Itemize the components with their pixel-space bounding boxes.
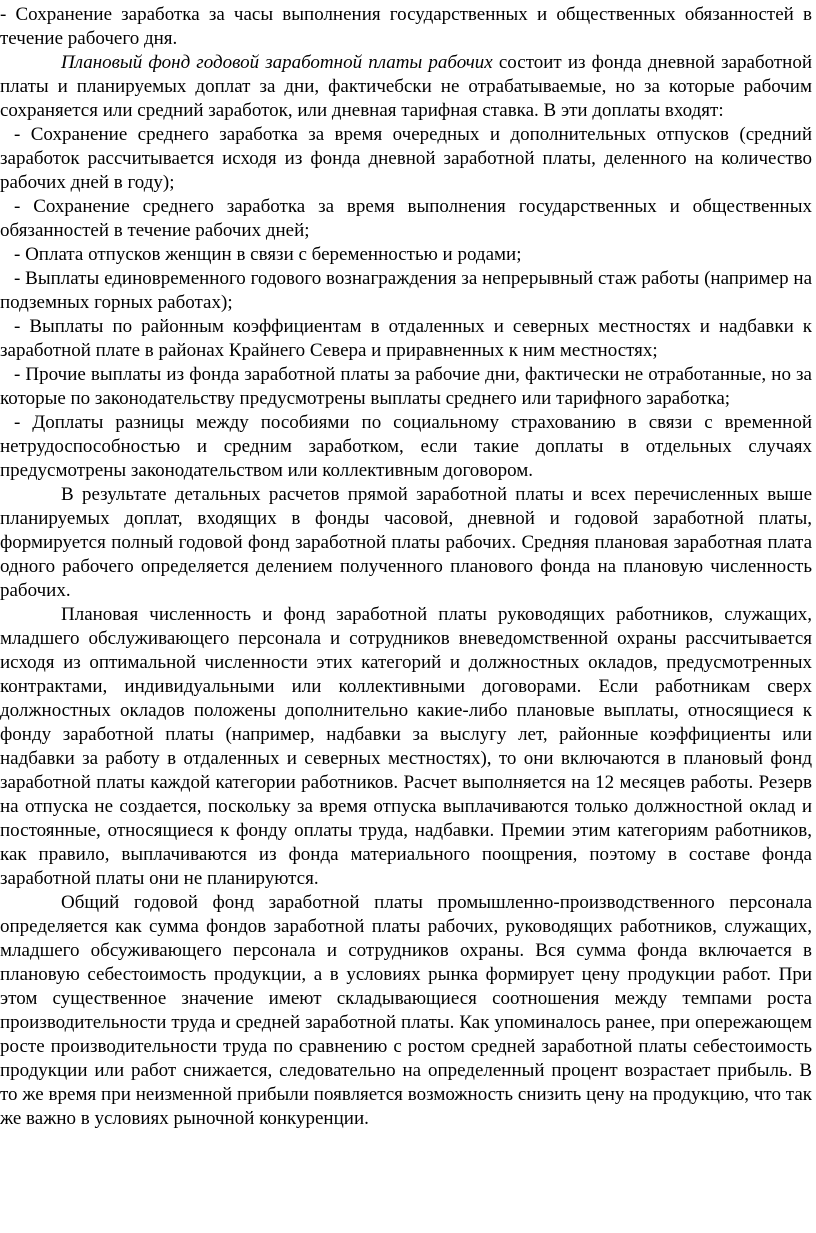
paragraph-dash-item bbox=[0, 123, 812, 195]
paragraph-dash-item bbox=[0, 363, 812, 411]
paragraph-body bbox=[0, 483, 812, 603]
paragraph-body bbox=[0, 51, 812, 123]
paragraph-text: - Выплаты по районным коэффициентам в отдаленных и северных местностях и надбавки к заработной плате в районах Крайнего Севера и приравненных к ним местностях; bbox=[0, 316, 812, 361]
paragraph-dash-item bbox=[0, 195, 812, 243]
paragraph-dash-item bbox=[0, 243, 812, 267]
paragraph-text: - Сохранение заработка за часы выполнения государственных и общественных обязанностей в течение рабочего дня. bbox=[0, 4, 812, 49]
paragraph-text: Общий годовой фонд заработной платы промышленно-производственного персонала определяется как сумма фондов заработной платы рабочих, руководящих работников, служащих, младшего обсуживающего персонала и сотрудников охраны. Вся сумма фонда включается в плановую себестоимость продукции, а в условиях рынка формирует цену продукции работ. При этом существенное значение имеют складывающиеся соотношения между темпами роста производительности труда и средней заработной платы. Как упоминалось ранее, при опережающем росте производительности труда по сравнению с ростом средней заработной платы себестоимость продукции или работ снижается, следовательно на определенный процент возрастает прибыль. В то же время при неизменной прибыли появляется возможность снизить цену на продукцию, что так же важно в условиях рыночной конкуренции. bbox=[0, 892, 812, 1129]
paragraph-italic-lead: Плановый фонд годовой заработной платы рабочих bbox=[61, 52, 493, 73]
paragraph-text: - Выплаты единовременного годового вознаграждения за непрерывный стаж работы (например на подземных горных работах); bbox=[0, 268, 812, 313]
document-page bbox=[0, 3, 816, 1233]
paragraph-text: - Прочие выплаты из фонда заработной платы за рабочие дни, фактически не отработанные, но за которые по законодательству предусмотрены выплаты среднего или тарифного заработка; bbox=[0, 364, 812, 409]
paragraph-dash-item bbox=[0, 411, 812, 483]
paragraph-text: В результате детальных расчетов прямой заработной платы и всех перечисленных выше планируемых доплат, входящих в фонды часовой, дневной и годовой заработной платы, формируется полный годовой фонд заработной платы рабочих. Средняя плановая заработная плата одного рабочего определяется делением полученного планового фонда на плановую численность рабочих. bbox=[0, 484, 812, 601]
paragraph-text: - Оплата отпусков женщин в связи с беременностью и родами; bbox=[14, 244, 522, 265]
paragraph-dash-item bbox=[0, 3, 812, 51]
paragraph-text: - Сохранение среднего заработка за время выполнения государственных и общественных обязанностей в течение рабочих дней; bbox=[0, 196, 812, 241]
paragraph-dash-item bbox=[0, 315, 812, 363]
paragraph-body bbox=[0, 603, 812, 891]
paragraph-text: Плановая численность и фонд заработной платы руководящих работников, служащих, младшего обслуживающего персонала и сотрудников вневедомственной охраны рассчитывается исходя из оптимальной численности этих категорий и должностных окладов, предусмотренных контрактами, индивидуальными или коллективными договорами. Если работникам сверх должностных окладов положены дополнительно какие-либо плановые выплаты, относящиеся к фонду заработной платы (например, надбавки за выслугу лет, районные коэффициенты или надбавки за работу в отдаленных и северных местностях), то они включаются в плановый фонд заработной платы каждой категории работников. Расчет выполняется на 12 месяцев работы. Резерв на отпуска не создается, поскольку за время отпуска выплачиваются только должностной оклад и постоянные, относящиеся к фонду оплаты труда, надбавки. Премии этим категориям работников, как правило, выплачиваются из фонда материального поощрения, поэтому в составе фонда заработной платы они не планируются. bbox=[0, 604, 812, 889]
paragraph-text: - Доплаты разницы между пособиями по социальному страхованию в связи с временной нетрудоспособностью и средним заработком, если такие доплаты в отдельных случаях предусмотрены законодательством или коллективным договором. bbox=[0, 412, 812, 481]
paragraph-dash-item bbox=[0, 267, 812, 315]
paragraph-text: состоит из фонда дневной заработной платы и планируемых доплат за дни, фактичебски не отрабатываемые, но за которые рабочим сохраняется или средний заработок, или дневная тарифная ставка. В эти доплаты входят: bbox=[0, 52, 813, 121]
paragraph-text: - Сохранение среднего заработка за время очередных и дополнительных отпусков (средний заработок рассчитывается исходя из фонда дневной заработной платы, деленного на количество рабочих дней в году); bbox=[0, 124, 812, 193]
paragraph-body bbox=[0, 891, 812, 1131]
